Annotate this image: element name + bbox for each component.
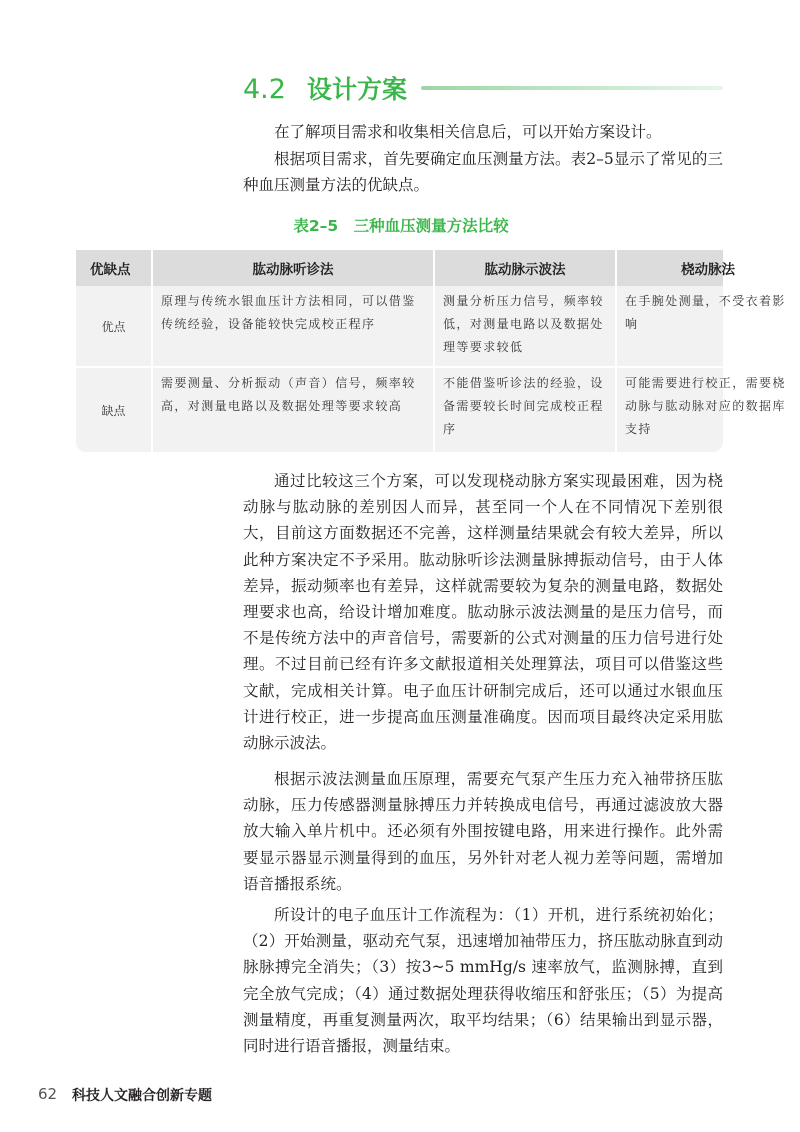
body-paragraph-principle: 根据示波法测量血压原理，需要充气泵产生压力充入袖带挤压肱动脉，压力传感器测量脉搏压力并转换成电信号，再通过滤波放大器放大输入单片机中。还必须有外围按键电路，用来进行操作。此外需要显示器显示测量得到的血压，另外针对老人视力差等问题，需增加语音播报系统。 [243,770,723,893]
running-footer-title: 科技人文融合创新专题 [72,1088,212,1104]
section-heading [243,70,723,110]
table-cell: 不能借鉴听诊法的经验，设备需要较长时间完成校正程序 [443,376,604,436]
table-header-row [76,250,735,286]
body-paragraph-workflow: 所设计的电子血压计工作流程为：（1）开机，进行系统初始化；（2）开始测量，驱动充气泵，迅速增加袖带压力，挤压肱动脉直到动脉脉搏完全消失；（3）按3~5 mmHg/s 速率放气，监测脉搏，直到完全放气完成；（4）通过数据处理获得收缩压和舒张压；（5）为提高测量精度，再重复测量两次，取平均结果；（6）结果输出到显示器，同时进行语音播报，测量结束。 [243,906,723,1056]
section-rule [421,86,723,90]
intro-paragraph-1: 在了解项目需求和收集相关信息后，可以开始方案设计。 [274,123,662,141]
table-header-cell: 肱动脉示波法 [484,262,566,278]
table-divider [615,250,617,452]
table-cell: 需要测量、分析振动（声音）信号，频率较高，对测量电路以及数据处理等要求较高 [161,376,416,413]
table-caption: 表2–5 三种血压测量方法比较 [293,217,509,235]
row-label: 缺点 [101,403,126,418]
comparison-table [76,250,786,452]
table-row [76,286,786,366]
page-number: 62 [38,1085,58,1103]
table-divider [433,250,435,452]
table-cell: 原理与传统水银血压计方法相同，可以借鉴传统经验，设备能较快完成校正程序 [161,294,416,331]
table-cell: 在手腕处测量，不受衣着影响 [625,294,786,331]
table-row [76,368,786,452]
row-label: 优点 [101,319,126,334]
table-divider [151,250,153,452]
table-header-cell: 优缺点 [90,262,131,278]
table-cell: 测量分析压力信号，频率较低，对测量电路以及数据处理等要求较低 [443,294,604,354]
intro-paragraph-2: 根据项目需求，首先要确定血压测量方法。表2–5显示了常见的三种血压测量方法的优缺点。 [243,150,723,195]
section-title: 设计方案 [307,75,408,104]
table-header-cell: 肱动脉听诊法 [252,262,334,278]
body-paragraph-comparison: 通过比较这三个方案，可以发现桡动脉方案实现最困难，因为桡动脉与肱动脉的差别因人而异，甚至同一个人在不同情况下差别很大，目前这方面数据还不完善，这样测量结果就会有较大差异，所以此种方案决定不予采用。肱动脉听诊法测量脉搏振动信号，由于人体差异，振动频率也有差异，这样就需要较为复杂的测量电路，数据处理要求也高，给设计增加难度。肱动脉示波法测量的是压力信号，而不是传统方法中的声音信号，需要新的公式对测量的压力信号进行处理。不过目前已经有许多文献报道相关处理算法，项目可以借鉴这些文献，完成相关计算。电子血压计研制完成后，还可以通过水银血压计进行校正，进一步提高血压测量准确度。因而项目最终决定采用肱动脉示波法。 [243,472,723,753]
table-header-cell: 桡动脉法 [681,262,735,278]
section-number: 4.2 [243,74,286,105]
table-cell: 可能需要进行校正，需要桡动脉与肱动脉对应的数据库支持 [625,376,786,436]
table-divider [76,366,723,368]
